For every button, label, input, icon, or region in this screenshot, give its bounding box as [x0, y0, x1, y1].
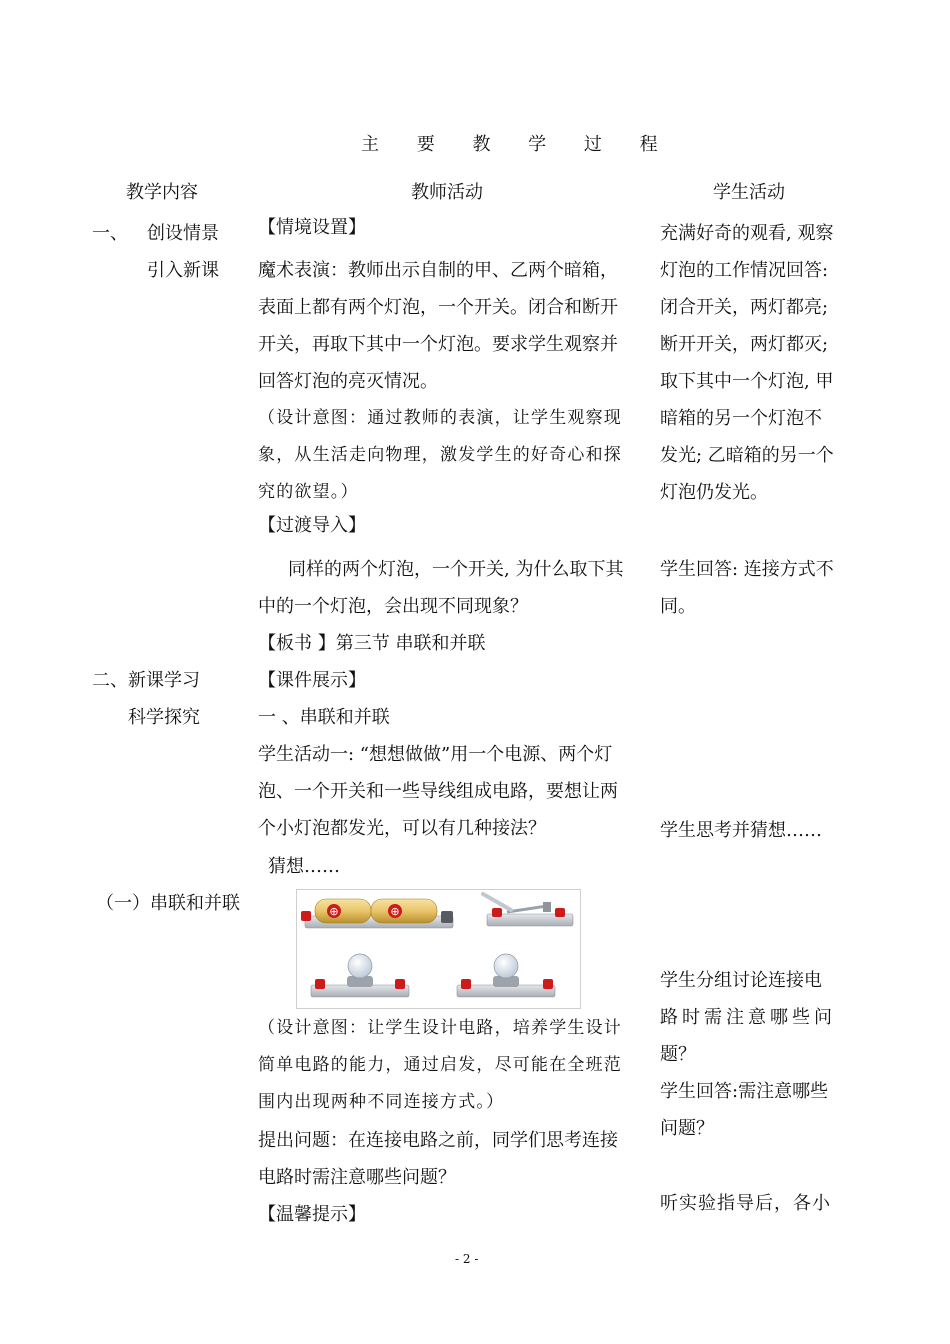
section2-subsection: （一）串联和并联: [96, 893, 240, 914]
teacher1-line: 魔术表演：教师出示自制的甲、乙两个暗箱，: [258, 260, 618, 281]
column-header-student: 学生活动: [713, 182, 785, 203]
battery-cell: [371, 899, 437, 923]
teacher2-design-note: 简单电路的能力，通过启发，尽可能在全班范: [258, 1055, 622, 1075]
page-title: 主 要 教 学 过 程: [361, 134, 674, 155]
terminal-bulb1-right: [395, 979, 405, 989]
student1-line: 发光; 乙暗箱的另一个: [660, 445, 834, 466]
bulb-holder-2: [457, 954, 555, 997]
circuit-components-figure: [296, 889, 581, 1009]
student2-think: 学生思考并猜想……: [660, 820, 822, 841]
transition-line: 同样的两个灯泡，一个开关, 为什么取下其: [288, 559, 624, 580]
knife-switch: [483, 894, 573, 926]
light-bulb-icon: [348, 954, 372, 978]
teacher1-heading: 【情境设置】: [258, 217, 366, 238]
student2-discuss: 题？: [660, 1044, 696, 1065]
student1-line: 暗箱的另一个灯泡不: [660, 408, 822, 429]
teacher2-design-note: （设计意图：让学生设计电路，培养学生设计: [258, 1018, 622, 1038]
student1-line: 灯泡的工作情况回答:: [660, 260, 829, 281]
teacher2-line: 个小灯泡都发光，可以有几种接法？: [258, 818, 546, 839]
student1-line: 充满好奇的观看, 观察: [660, 223, 834, 244]
student2-discuss: 学生分组讨论连接电: [660, 970, 822, 991]
bulb-holder-1: [311, 954, 409, 997]
teacher2-heading: 【课件展示】: [258, 670, 366, 691]
student2-listen: 听实验指导后，各小: [660, 1193, 831, 1214]
transition-line: 中的一个灯泡，会出现不同现象？: [258, 596, 528, 617]
circuit-components-svg: [297, 890, 580, 1008]
teacher1-design-note: （设计意图：通过教师的表演，让学生观察现: [258, 408, 622, 428]
teacher2-line: 学生活动一: “想想做做”用一个电源、两个灯: [258, 744, 613, 765]
section2-name: 新课学习: [128, 670, 200, 691]
student1-line: 闭合开关，两灯都亮;: [660, 297, 829, 318]
terminal-battery-right: [441, 911, 453, 923]
page-number: - 2 -: [455, 1252, 479, 1266]
student1-line: 灯泡仍发光。: [660, 482, 768, 503]
terminal-switch-left: [492, 908, 502, 917]
teacher1-line: 表面上都有两个灯泡，一个开关。闭合和断开: [258, 297, 618, 318]
student1-answer: 学生回答: 连接方式不: [660, 559, 834, 580]
student2-discuss: 路时需注意哪些问: [660, 1007, 836, 1028]
teacher2-line: 泡、一个开关和一些导线组成电路，要想让两: [258, 781, 618, 802]
teacher2-subheading: 一 、串联和并联: [258, 707, 390, 728]
student1-answer: 同。: [660, 596, 696, 617]
switch-clip: [543, 902, 551, 912]
teacher1-design-note: 究的欲望。）: [258, 482, 359, 502]
section1-number: 一、: [92, 223, 128, 244]
teacher1-line: 回答灯泡的亮灭情况。: [258, 371, 438, 392]
transition-heading: 【过渡导入】: [258, 515, 366, 536]
switch-blade: [507, 906, 547, 912]
light-bulb-icon: [494, 954, 518, 978]
terminal-bulb2-left: [461, 979, 471, 989]
student1-line: 断开开关，两灯都灭;: [660, 334, 829, 355]
switch-handle: [483, 894, 511, 910]
column-header-teacher: 教师活动: [411, 182, 483, 203]
battery-plus-symbol: ⊕: [390, 905, 400, 918]
column-header-content: 教学内容: [126, 182, 198, 203]
section2-number: 二、: [92, 670, 128, 691]
section1-name: 创设情景: [147, 223, 219, 244]
teacher2-question: 提出问题：在连接电路之前，同学们思考连接: [258, 1130, 618, 1151]
teacher2-design-note: 围内出现两种不同连接方式。）: [258, 1092, 505, 1112]
section2-name-line2: 科学探究: [128, 707, 200, 728]
section1-name-line2: 引入新课: [147, 260, 219, 281]
tip-heading: 【温馨提示】: [258, 1204, 366, 1225]
terminal-bulb2-right: [543, 979, 553, 989]
terminal-switch-right: [555, 908, 565, 917]
battery-plus-symbol: ⊕: [329, 905, 339, 918]
guess-text: 猜想……: [268, 856, 340, 877]
teacher2-question: 电路时需注意哪些问题？: [258, 1167, 456, 1188]
teacher1-design-note: 象，从生活走向物理，激发学生的好奇心和探: [258, 445, 622, 465]
student1-line: 取下其中一个灯泡, 甲: [660, 371, 834, 392]
student2-answer: 问题？: [660, 1118, 714, 1139]
teacher1-line: 开关，再取下其中一个灯泡。要求学生观察并: [258, 334, 618, 355]
student2-answer: 学生回答:需注意哪些: [660, 1081, 829, 1102]
battery-holder: [301, 899, 453, 928]
terminal-bulb1-left: [315, 979, 325, 989]
battery-cell: [315, 899, 371, 923]
terminal-battery-left: [301, 911, 311, 921]
board-note: 【板书 】第三节 串联和并联: [258, 633, 486, 654]
